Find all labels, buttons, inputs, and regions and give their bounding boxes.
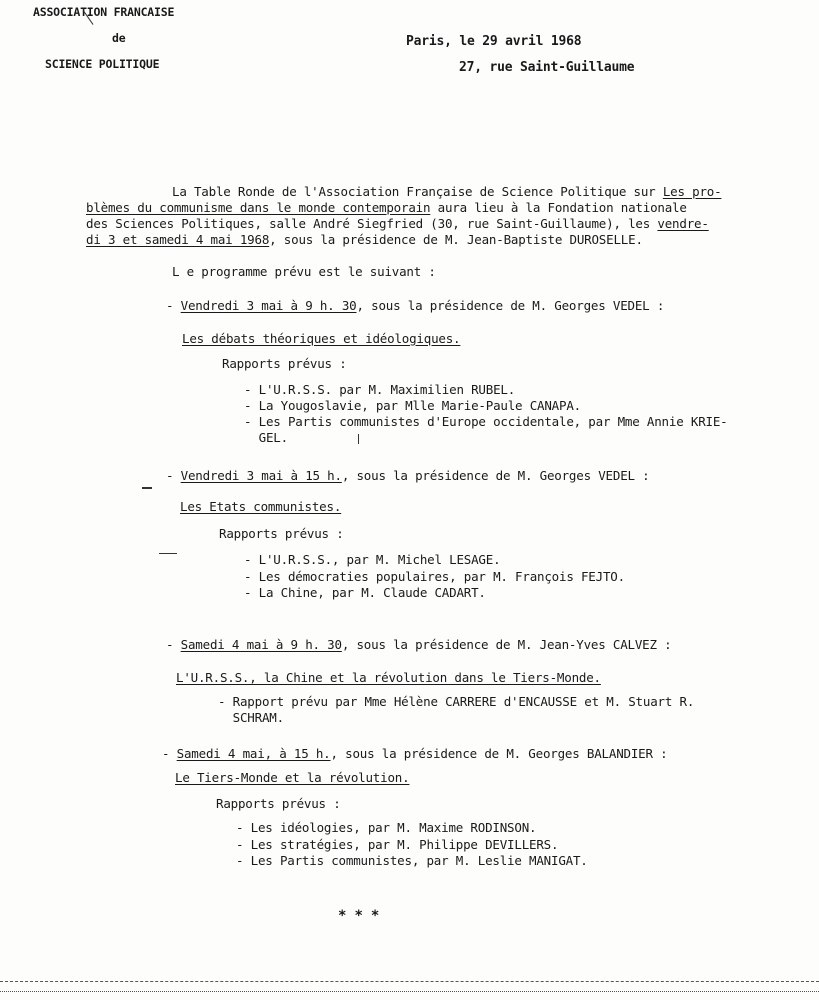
session-3-heading: - Samedi 4 mai à 9 h. 30, sous la présidence de M. Jean-Yves CALVEZ : xyxy=(166,637,672,652)
session-1-reports-label: Rapports prévus : xyxy=(222,356,347,371)
session-2-theme: Les Etats communistes. xyxy=(180,499,342,514)
bottom-edge-line xyxy=(0,991,819,992)
session-1-report-1: - L'U.R.S.S. par M. Maximilien RUBEL. xyxy=(244,382,516,397)
org-name-line2: de xyxy=(112,31,126,45)
intro-line-2-underlined: blèmes du communisme dans le monde contemporain xyxy=(86,200,431,215)
session-2-report-2: - Les démocraties populaires, par M. François FEJTO. xyxy=(244,569,625,584)
session-1-report-2: - La Yougoslavie, par Mlle Marie-Paule CANAPA. xyxy=(244,398,581,413)
session-2-report-3: - La Chine, par M. Claude CADART. xyxy=(244,585,486,600)
intro-line-1 xyxy=(172,184,721,200)
intro-line-2 xyxy=(86,200,687,216)
session-4-report-3: - Les Partis communistes, par M. Leslie MANIGAT. xyxy=(236,853,588,868)
session-2-reports-label: Rapports prévus : xyxy=(219,526,344,541)
session-3-report-2: SCHRAM. xyxy=(218,710,284,725)
address-line: 27, rue Saint-Guillaume xyxy=(459,60,635,75)
intro-line-1-text: La Table Ronde de l'Association Française de Science Politique sur xyxy=(172,184,663,199)
session-3-when: Samedi 4 mai à 9 h. 30 xyxy=(180,637,342,652)
session-2-report-1: - L'U.R.S.S., par M. Michel LESAGE. xyxy=(244,552,501,567)
session-4-when: Samedi 4 mai, à 15 h. xyxy=(176,746,331,761)
intro-line-4-text: , sous la présidence de M. Jean-Baptiste DUROSELLE. xyxy=(269,232,643,247)
closing-asterisks: * * * xyxy=(338,908,380,924)
session-2-when: Vendredi 3 mai à 15 h. xyxy=(180,468,342,483)
session-4-chair: , sous la présidence de M. Georges BALANDIER : xyxy=(330,746,668,761)
session-1-when: Vendredi 3 mai à 9 h. 30 xyxy=(180,298,357,313)
programme-intro: L e programme prévu est le suivant : xyxy=(172,264,436,279)
intro-line-3-text: des Sciences Politiques, salle André Siegfried (30, rue Saint-Guillaume), les xyxy=(86,216,658,231)
session-2-chair: , sous la présidence de M. Georges VEDEL : xyxy=(341,468,650,483)
intro-line-3 xyxy=(86,216,709,232)
scan-mark xyxy=(142,487,152,489)
session-4-heading: - Samedi 4 mai, à 15 h., sous la présidence de M. Georges BALANDIER : xyxy=(162,746,668,761)
scan-mark xyxy=(358,434,359,444)
session-4-theme: Le Tiers-Monde et la révolution. xyxy=(175,770,410,785)
session-4-report-1: - Les idéologies, par M. Maxime RODINSON. xyxy=(236,820,537,835)
session-1-chair: , sous la présidence de M. Georges VEDEL : xyxy=(356,298,665,313)
intro-line-2-text: aura lieu à la Fondation nationale xyxy=(430,200,687,215)
session-3-chair: , sous la présidence de M. Jean-Yves CALVEZ : xyxy=(341,637,672,652)
intro-line-1-underlined: Les pro- xyxy=(662,184,722,199)
intro-line-3-underlined: vendre- xyxy=(657,216,709,231)
session-1-report-3: - Les Partis communistes d'Europe occidentale, par Mme Annie KRIE- xyxy=(244,414,728,429)
session-4-report-2: - Les stratégies, par M. Philippe DEVILLERS. xyxy=(236,837,559,852)
bottom-edge-line xyxy=(0,981,819,982)
session-1-report-4: GEL. xyxy=(244,430,288,445)
session-2-heading: - Vendredi 3 mai à 15 h., sous la présidence de M. Georges VEDEL : xyxy=(166,468,650,483)
date-line: Paris, le 29 avril 1968 xyxy=(406,34,582,49)
session-3-theme: L'U.R.S.S., la Chine et la révolution dans le Tiers-Monde. xyxy=(176,670,601,685)
intro-line-4-underlined: di 3 et samedi 4 mai 1968 xyxy=(86,232,270,247)
session-1-heading: - Vendredi 3 mai à 9 h. 30, sous la présidence de M. Georges VEDEL : xyxy=(166,298,665,313)
scan-mark xyxy=(159,553,177,554)
session-3-report-1: - Rapport prévu par Mme Hélène CARRERE d'ENCAUSSE et M. Stuart R. xyxy=(218,694,695,709)
intro-line-4 xyxy=(86,232,643,248)
session-1-theme: Les débats théoriques et idéologiques. xyxy=(182,331,461,346)
org-name-line3: SCIENCE POLITIQUE xyxy=(45,57,160,71)
session-4-reports-label: Rapports prévus : xyxy=(216,796,341,811)
org-name-line1: ASSOCIATION FRANCAISE xyxy=(33,5,175,19)
